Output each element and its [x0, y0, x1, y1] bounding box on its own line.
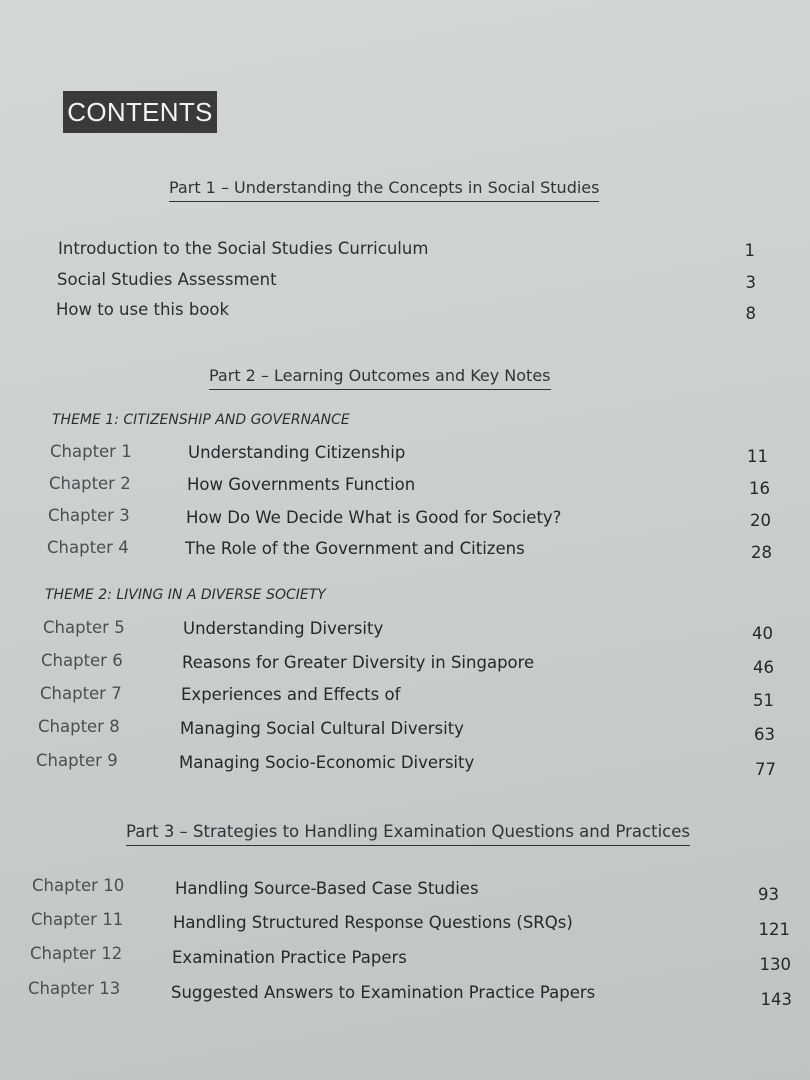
part1-heading: Part 1 – Understanding the Concepts in Social Studies — [169, 178, 599, 202]
chapter-page: 46 — [753, 658, 774, 677]
chapter-title: The Role of the Government and Citizens — [185, 539, 525, 558]
toc-entry-assessment: Social Studies Assessment — [57, 270, 277, 289]
chapter-number: Chapter 3 — [48, 506, 130, 525]
chapter-number: Chapter 7 — [40, 684, 122, 703]
theme1-title: THEME 1: CITIZENSHIP AND GOVERNANCE — [52, 412, 350, 428]
chapter-number: Chapter 6 — [41, 651, 123, 670]
chapter-number: Chapter 13 — [28, 979, 121, 998]
chapter-title: Managing Social Cultural Diversity — [180, 719, 464, 738]
contents-title-box — [63, 91, 217, 133]
chapter-number: Chapter 8 — [38, 717, 120, 736]
chapter-page: 77 — [755, 760, 776, 779]
chapter-page: 28 — [751, 543, 772, 562]
chapter-title: Understanding Citizenship — [188, 443, 406, 462]
chapter-page: 16 — [749, 479, 770, 498]
chapter-number: Chapter 4 — [47, 538, 129, 557]
chapter-number: Chapter 12 — [30, 944, 123, 963]
chapter-page: 130 — [759, 955, 791, 974]
toc-page-intro: 1 — [744, 241, 755, 260]
chapter-number: Chapter 11 — [31, 910, 124, 929]
chapter-page: 93 — [758, 885, 779, 904]
chapter-title: Handling Structured Response Questions (SRQs) — [173, 913, 573, 932]
part2-heading: Part 2 – Learning Outcomes and Key Notes — [209, 366, 551, 390]
chapter-title: Suggested Answers to Examination Practice Papers — [171, 983, 596, 1002]
chapter-page: 51 — [753, 691, 774, 710]
chapter-page: 143 — [760, 990, 792, 1009]
chapter-title: Examination Practice Papers — [172, 948, 407, 967]
chapter-number: Chapter 10 — [32, 876, 125, 895]
chapter-page: 121 — [758, 920, 790, 939]
chapter-title: How Do We Decide What is Good for Society? — [186, 508, 562, 527]
theme2-title: THEME 2: LIVING IN A DIVERSE SOCIETY — [45, 587, 326, 603]
chapter-number: Chapter 9 — [36, 751, 118, 770]
part3-heading: Part 3 – Strategies to Handling Examination Questions and Practices — [126, 822, 690, 846]
chapter-title: Understanding Diversity — [183, 619, 384, 638]
toc-page-how-to-use: 8 — [745, 304, 756, 323]
chapter-page: 63 — [754, 725, 775, 744]
chapter-title: Managing Socio-Economic Diversity — [179, 753, 475, 772]
chapter-title: Reasons for Greater Diversity in Singapore — [182, 653, 535, 672]
chapter-title: How Governments Function — [187, 475, 416, 494]
chapter-number: Chapter 5 — [43, 618, 125, 637]
contents-title: CONTENTS — [67, 96, 213, 127]
chapter-number: Chapter 2 — [49, 474, 131, 493]
toc-entry-intro: Introduction to the Social Studies Curriculum — [58, 239, 429, 258]
chapter-page: 11 — [747, 447, 768, 466]
toc-page-assessment: 3 — [745, 273, 756, 292]
chapter-number: Chapter 1 — [50, 442, 132, 461]
chapter-title: Experiences and Effects of — [181, 685, 401, 704]
chapter-page: 20 — [750, 511, 771, 530]
toc-entry-how-to-use: How to use this book — [56, 300, 230, 319]
chapter-page: 40 — [752, 624, 773, 643]
chapter-title: Handling Source-Based Case Studies — [175, 879, 479, 898]
